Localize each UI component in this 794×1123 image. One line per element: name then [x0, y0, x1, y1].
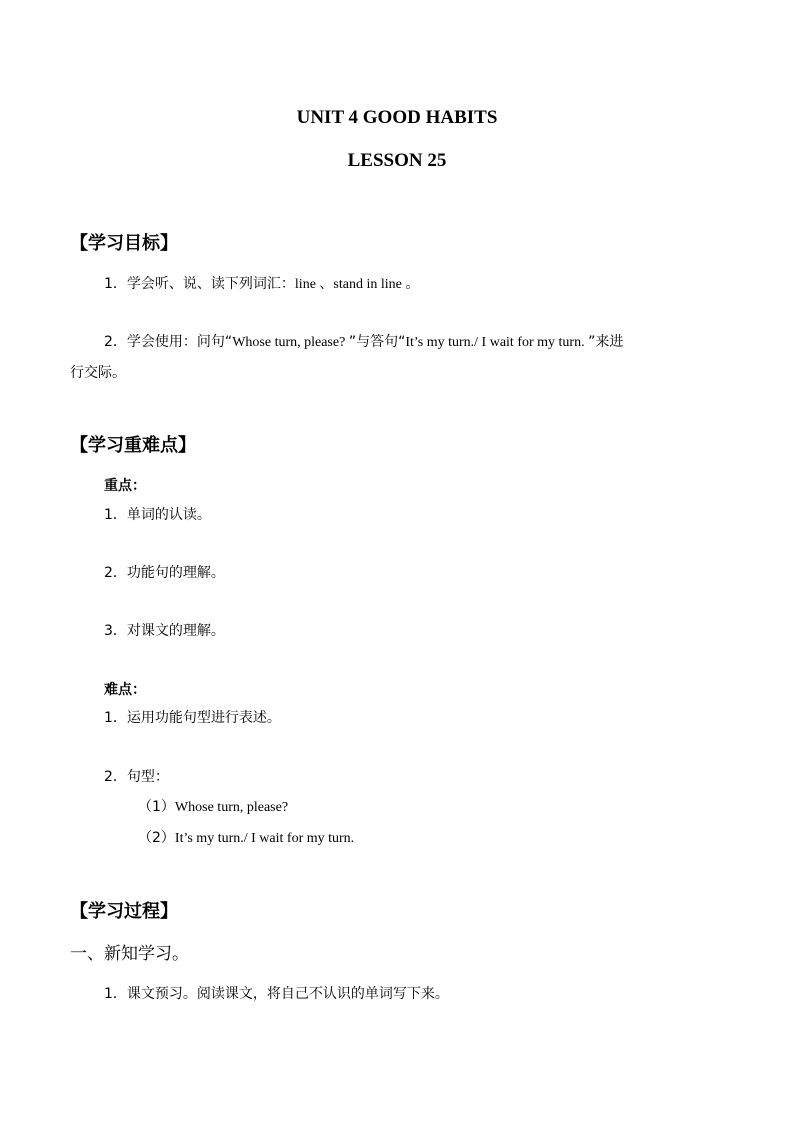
focus-item-1: [104, 507, 211, 524]
objective-item-1-words: line 、stand in line 。: [294, 277, 420, 292]
objective-item-2-num: 2．: [104, 334, 127, 350]
objective-item-2-text-e: ”来进: [588, 334, 624, 350]
process-step-1-text: 课文预习。阅读课文，将自己不认识的单词写下来。: [126, 986, 449, 1002]
focus-label: 重点：: [104, 478, 146, 494]
objective-item-2: [104, 334, 623, 352]
process-heading: 【学习过程】: [70, 901, 178, 922]
difficulty-item-2-text: 句型：: [126, 769, 169, 785]
process-part-1: 一、新知学习。: [70, 944, 189, 964]
process-step-1: [104, 986, 449, 1003]
focus-item-1-text: 单词的认读。: [126, 507, 211, 523]
difficulty-item-2: [104, 769, 169, 786]
objective-item-2-question: Whose turn, please?: [232, 335, 349, 350]
focus-item-2-num: 2．: [104, 565, 127, 581]
focus-item-1-num: 1．: [104, 507, 127, 523]
pattern-1-num: （1）: [138, 799, 175, 815]
difficulty-label: 难点：: [104, 682, 146, 698]
objective-item-2-text-c: ”与答句“: [348, 334, 406, 350]
pattern-1: [138, 799, 288, 817]
focus-item-3: [104, 623, 225, 640]
difficulty-item-1-text: 运用功能句型进行表述。: [126, 710, 281, 726]
objective-item-1-num: 1．: [104, 276, 127, 292]
objective-item-1: [104, 276, 419, 294]
key-points-heading: 【学习重难点】: [70, 435, 196, 456]
objective-item-2-text-a: 学会使用：问句“: [126, 334, 233, 350]
pattern-2: [138, 830, 354, 848]
objective-item-2-line-2: 行交际。: [70, 365, 126, 381]
focus-item-2: [104, 565, 225, 582]
objective-item-1-text: 学会听、说、读下列词汇：: [126, 276, 295, 292]
difficulty-item-2-num: 2．: [104, 769, 127, 785]
difficulty-item-1: [104, 710, 281, 727]
focus-item-2-text: 功能句的理解。: [126, 565, 225, 581]
focus-item-3-num: 3．: [104, 623, 127, 639]
difficulty-item-1-num: 1．: [104, 710, 127, 726]
pattern-2-num: （2）: [138, 830, 175, 846]
focus-item-3-text: 对课文的理解。: [126, 623, 225, 639]
pattern-2-text: It’s my turn./ I wait for my turn.: [174, 831, 355, 846]
lesson-title: LESSON 25: [347, 150, 447, 171]
objectives-heading: 【学习目标】: [70, 233, 178, 254]
unit-title: UNIT 4 GOOD HABITS: [296, 107, 498, 128]
objective-item-2-answer: It’s my turn./ I wait for my turn.: [405, 335, 589, 350]
process-step-1-num: 1．: [104, 986, 127, 1002]
pattern-1-text: Whose turn, please?: [174, 800, 289, 815]
